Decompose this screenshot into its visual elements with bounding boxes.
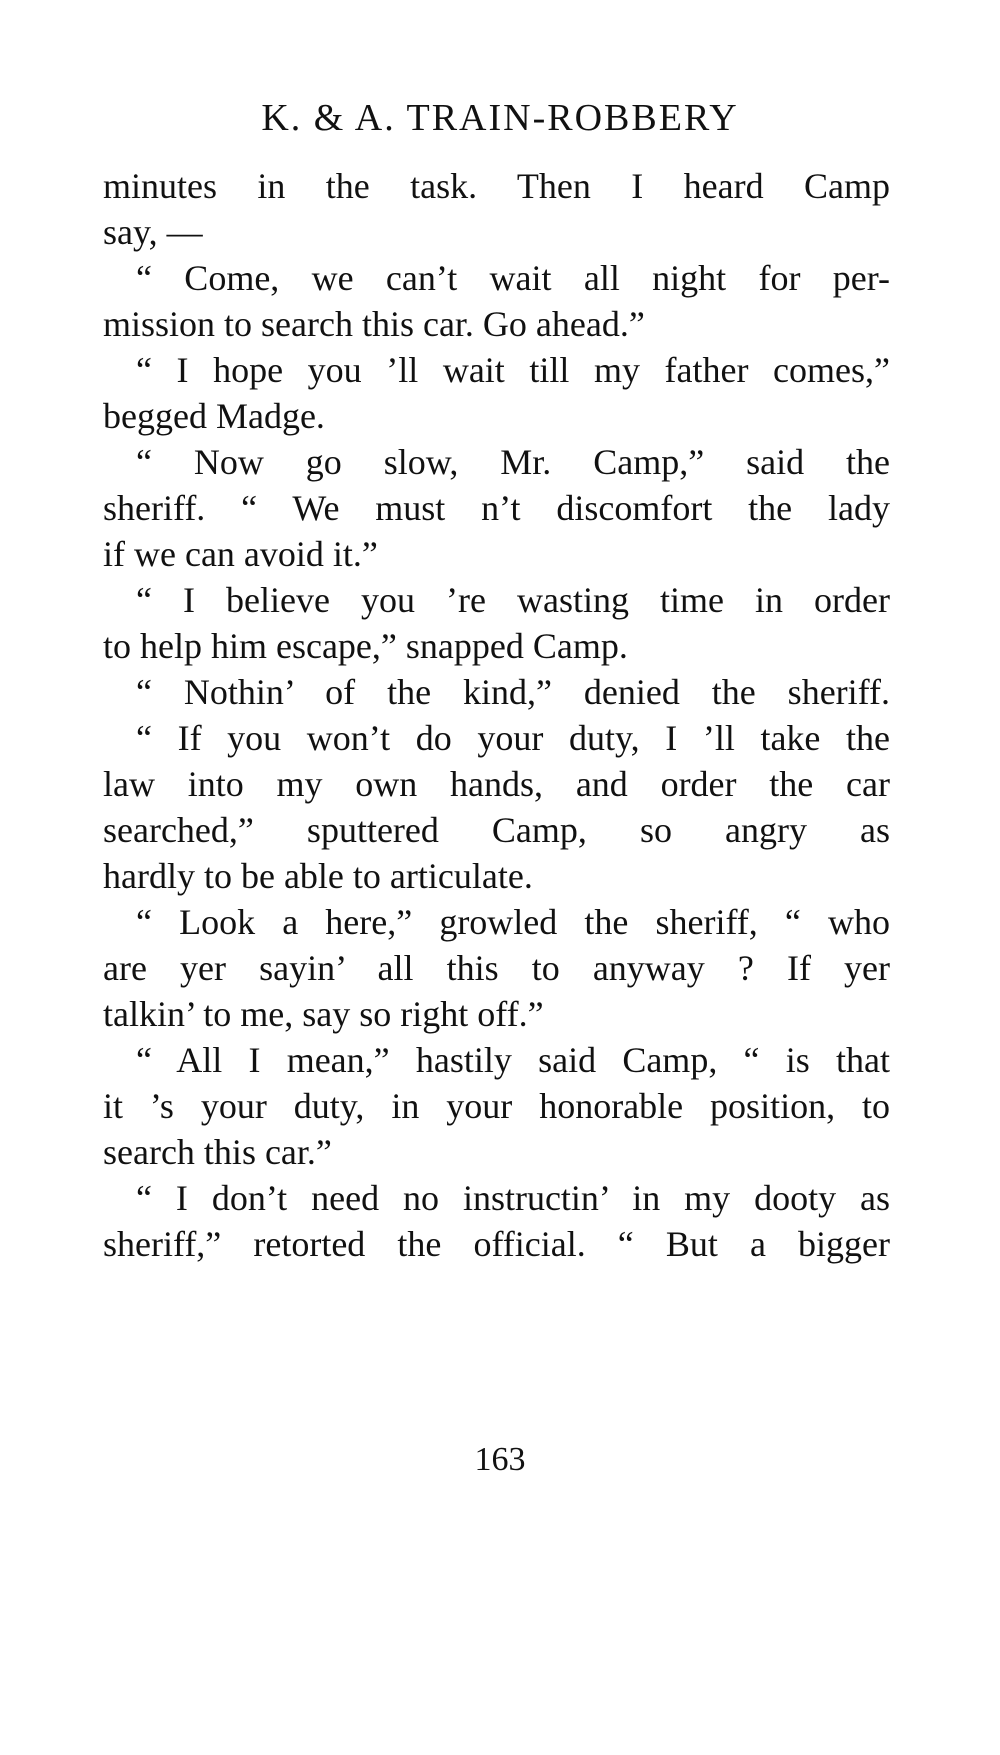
text-line: “ All I mean,” hastily said Camp, “ is that — [136, 1040, 890, 1080]
text-line: sheriff,” retorted the official. “ But a bigger — [103, 1224, 890, 1264]
text-line: it ’s your duty, in your honorable position, to — [103, 1086, 890, 1126]
text-line: “ Now go slow, Mr. Camp,” said the — [136, 442, 890, 482]
running-head: K. & A. TRAIN-ROBBERY — [261, 97, 739, 139]
text-line: hardly to be able to articulate. — [103, 856, 533, 896]
text-line: “ I hope you ’ll wait till my father comes,” — [136, 350, 890, 390]
text-line: sheriff. “ We must n’t discomfort the lady — [103, 488, 890, 528]
text-line: search this car.” — [103, 1132, 332, 1172]
text-line: mission to search this car. Go ahead.” — [103, 304, 645, 344]
text-line: to help him escape,” snapped Camp. — [103, 626, 628, 666]
text-line: minutes in the task. Then I heard Camp — [103, 166, 890, 206]
text-line: “ Come, we can’t wait all night for per- — [136, 258, 890, 298]
text-line: “ If you won’t do your duty, I ’ll take the — [136, 718, 890, 758]
text-line: say, — — [103, 212, 203, 252]
text-line: are yer sayin’ all this to anyway ? If yer — [103, 948, 890, 988]
text-line: “ I believe you ’re wasting time in order — [136, 580, 890, 620]
text-line: talkin’ to me, say so right off.” — [103, 994, 544, 1034]
text-line: begged Madge. — [103, 396, 325, 436]
text-line: searched,” sputtered Camp, so angry as — [103, 810, 890, 850]
text-line: if we can avoid it.” — [103, 534, 378, 574]
text-line: law into my own hands, and order the car — [103, 764, 890, 804]
text-line: “ Nothin’ of the kind,” denied the sheriff. — [136, 672, 890, 712]
page-number: 163 — [474, 1441, 526, 1478]
text-line: “ Look a here,” growled the sheriff, “ who — [136, 902, 890, 942]
text-line: “ I don’t need no instructin’ in my dooty as — [136, 1178, 890, 1218]
